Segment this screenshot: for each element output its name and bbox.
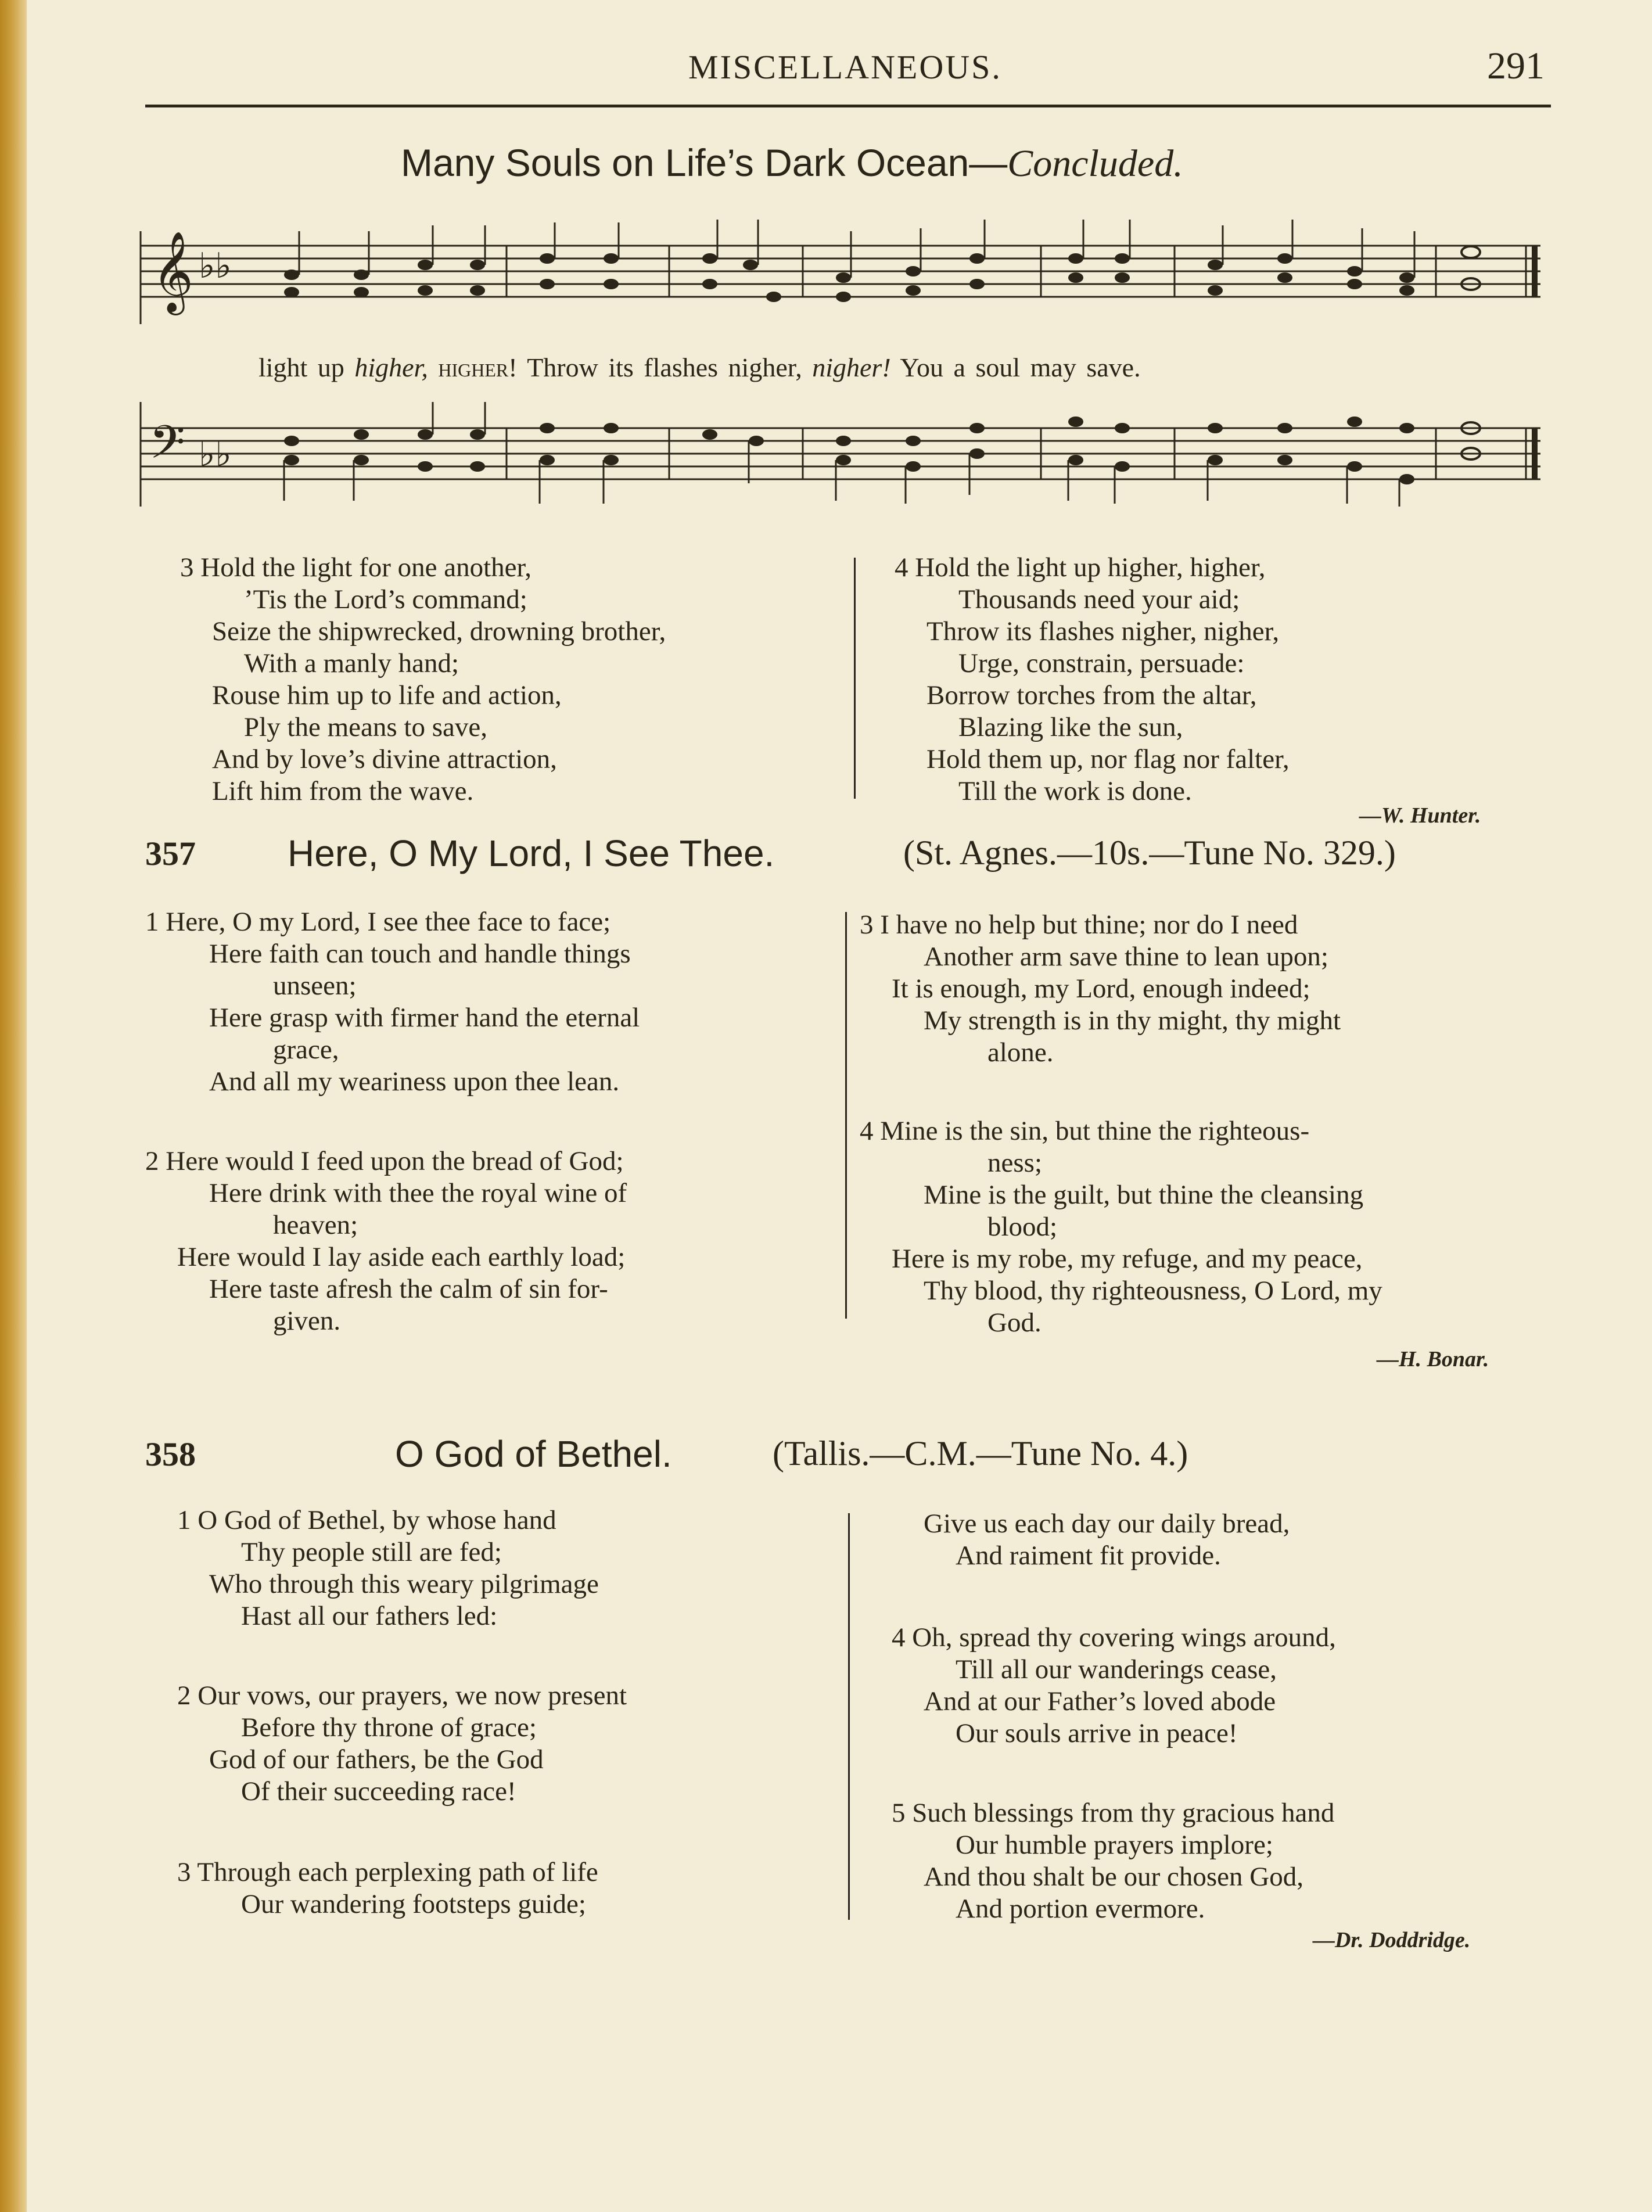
lyric-part-f: You a soul may save. bbox=[890, 353, 1141, 382]
verse-line: Urge, constrain, persuade: bbox=[958, 648, 1245, 678]
verse-line: Of their succeeding race! bbox=[241, 1776, 516, 1807]
verse-line: Throw its flashes nigher, nigher, bbox=[926, 616, 1280, 647]
verse-line: Borrow torches from the altar, bbox=[926, 680, 1257, 710]
treble-staff-notation bbox=[135, 220, 1552, 324]
verse-line: Thousands need your aid; bbox=[958, 584, 1240, 615]
treble-staff bbox=[135, 220, 1552, 324]
verse-line: And thou shalt be our chosen God, bbox=[924, 1862, 1303, 1892]
verse-number: 1 bbox=[177, 1505, 191, 1535]
verse-line bbox=[177, 1857, 598, 1888]
hymn-358-verse-5 bbox=[892, 1797, 1334, 1925]
verse-text: Through each perplexing path of life bbox=[197, 1857, 598, 1887]
verse-line: Ply the means to save, bbox=[244, 712, 488, 742]
hymn-358-attribution: —Dr. Doddridge. bbox=[1313, 1928, 1471, 1952]
hymn-357-number: 357 bbox=[145, 835, 196, 872]
verse-line bbox=[892, 1622, 1336, 1654]
running-head: MISCELLANEOUS. bbox=[688, 48, 1002, 86]
verse-number: 4 bbox=[860, 1116, 874, 1146]
column-divider bbox=[854, 558, 856, 799]
verse-line: Seize the shipwrecked, drowning brother, bbox=[212, 616, 666, 647]
verse-line: Till the work is done. bbox=[958, 776, 1192, 806]
verse-line bbox=[860, 1115, 1382, 1147]
verse-number: 3 bbox=[860, 910, 874, 940]
verse-number: 1 bbox=[145, 907, 159, 937]
hymn-358-verse-4 bbox=[892, 1622, 1336, 1750]
svg-text:𝄞: 𝄞 bbox=[152, 231, 193, 312]
verse-line: My strength is in thy might, thy might bbox=[924, 1006, 1341, 1036]
hymn-357-title: Here, O My Lord, I See Thee. bbox=[288, 832, 775, 874]
hymn-356-verse-3 bbox=[180, 552, 666, 807]
svg-text:♭♭: ♭♭ bbox=[199, 246, 232, 286]
hymn-357-verse-4 bbox=[860, 1115, 1382, 1339]
verse-number: 4 bbox=[895, 552, 908, 583]
verse-text: Such blessings from thy gracious hand bbox=[912, 1798, 1335, 1828]
hymn-356-lyric-line bbox=[258, 352, 1141, 383]
verse-line: Before thy throne of grace; bbox=[241, 1712, 537, 1743]
verse-text: Oh, spread thy covering wings around, bbox=[912, 1622, 1336, 1653]
verse-number: 2 bbox=[145, 1146, 159, 1176]
hymn-356-title bbox=[401, 141, 1183, 186]
verse-text: Here, O my Lord, I see thee face to face; bbox=[166, 907, 611, 937]
verse-number: 2 bbox=[177, 1680, 191, 1711]
verse-line bbox=[180, 552, 666, 584]
svg-text:𝄢: 𝄢 bbox=[149, 415, 185, 480]
verse-line bbox=[145, 1146, 627, 1177]
verse-line: ’Tis the Lord’s command; bbox=[244, 584, 527, 615]
verse-text: Mine is the sin, but thine the righteous- bbox=[880, 1116, 1310, 1146]
verse-line: And at our Father’s loved abode bbox=[924, 1686, 1276, 1717]
verse-line: unseen; bbox=[273, 971, 357, 1001]
verse-line: blood; bbox=[987, 1212, 1058, 1242]
verse-line: Lift him from the wave. bbox=[212, 776, 474, 806]
verse-text: Hold the light up higher, higher, bbox=[915, 552, 1266, 583]
svg-text:♭♭: ♭♭ bbox=[199, 434, 232, 475]
verse-line: And all my weariness upon thee lean. bbox=[209, 1066, 620, 1097]
verse-line: Mine is the guilt, but thine the cleansing bbox=[924, 1180, 1364, 1210]
hymn-357-verse-2 bbox=[145, 1146, 627, 1337]
verse-line: Hold them up, nor flag nor falter, bbox=[926, 744, 1290, 774]
verse-line bbox=[177, 1680, 627, 1712]
verse-line: Here taste afresh the calm of sin for- bbox=[209, 1274, 608, 1304]
verse-line bbox=[895, 552, 1290, 584]
hymn-356-attribution: —W. Hunter. bbox=[1359, 803, 1481, 828]
bass-staff-notation bbox=[135, 402, 1552, 507]
verse-text: O God of Bethel, by whose hand bbox=[197, 1505, 556, 1535]
hymn-358-verse-1 bbox=[177, 1504, 599, 1632]
verse-line: Here drink with thee the royal wine of bbox=[209, 1178, 627, 1208]
verse-line: And raiment fit provide. bbox=[956, 1541, 1221, 1571]
page-number: 291 bbox=[1487, 45, 1545, 87]
verse-line: Another arm save thine to lean upon; bbox=[924, 942, 1328, 972]
column-divider bbox=[845, 912, 847, 1319]
hymn-358-verse-2 bbox=[177, 1680, 627, 1808]
hymn-358-verse-3 bbox=[177, 1857, 598, 1920]
verse-line: alone. bbox=[987, 1037, 1054, 1068]
verse-line: Till all our wanderings cease, bbox=[956, 1654, 1277, 1685]
verse-number: 5 bbox=[892, 1798, 906, 1828]
lyric-part-e: nigher! bbox=[812, 353, 891, 382]
verse-number: 3 bbox=[177, 1857, 191, 1887]
lyric-part-b: higher, bbox=[354, 353, 439, 382]
hymn-358-tune: (Tallis.—C.M.—Tune No. 4.) bbox=[773, 1434, 1188, 1473]
verse-line: Blazing like the sun, bbox=[958, 712, 1183, 742]
verse-line: ness; bbox=[987, 1148, 1042, 1178]
hymn-357-verse-3 bbox=[860, 909, 1341, 1069]
hymn-356-title-italic: Concluded. bbox=[1007, 142, 1183, 185]
verse-line bbox=[177, 1504, 599, 1536]
verse-line: Thy people still are fed; bbox=[241, 1537, 502, 1567]
verse-line bbox=[860, 909, 1341, 941]
verse-line: Thy blood, thy righteousness, O Lord, my bbox=[924, 1276, 1382, 1306]
hymn-358-number: 358 bbox=[145, 1435, 196, 1473]
verse-text: Our vows, our prayers, we now present bbox=[197, 1680, 627, 1711]
verse-line: heaven; bbox=[273, 1210, 358, 1240]
verse-line: Rouse him up to life and action, bbox=[212, 680, 562, 710]
hymn-358-title: O God of Bethel. bbox=[395, 1433, 672, 1475]
hymn-357-attribution: —H. Bonar. bbox=[1377, 1347, 1489, 1371]
verse-line: Give us each day our daily bread, bbox=[924, 1509, 1290, 1539]
hymn-357-verse-1 bbox=[145, 906, 640, 1098]
verse-line: given. bbox=[273, 1306, 341, 1336]
column-divider bbox=[848, 1513, 850, 1920]
verse-text: I have no help but thine; nor do I need bbox=[880, 910, 1298, 940]
lyric-part-a: light up bbox=[258, 353, 355, 382]
verse-line: Who through this weary pilgrimage bbox=[209, 1569, 599, 1599]
verse-line bbox=[145, 906, 640, 938]
verse-line: grace, bbox=[273, 1035, 339, 1065]
verse-line: And by love’s divine attraction, bbox=[212, 744, 557, 774]
verse-line: Here grasp with firmer hand the eternal bbox=[209, 1003, 640, 1033]
bass-staff bbox=[135, 402, 1552, 507]
hymn-356-verse-4 bbox=[895, 552, 1290, 807]
lyric-part-c: higher bbox=[438, 353, 509, 382]
hymn-358-verse-3-continued bbox=[892, 1508, 1290, 1572]
lyric-part-d: ! Throw its flashes nigher, bbox=[508, 353, 813, 382]
header-rule bbox=[145, 105, 1551, 107]
verse-line: It is enough, my Lord, enough indeed; bbox=[892, 974, 1310, 1004]
verse-line: Our wandering footsteps guide; bbox=[241, 1889, 586, 1919]
verse-text: Hold the light for one another, bbox=[200, 552, 532, 583]
verse-line: God. bbox=[987, 1308, 1042, 1338]
verse-line: With a manly hand; bbox=[244, 648, 459, 678]
verse-line: And portion evermore. bbox=[956, 1894, 1205, 1924]
hymn-356-title-main: Many Souls on Life’s Dark Ocean— bbox=[401, 141, 1008, 184]
verse-line: Here would I lay aside each earthly load; bbox=[177, 1242, 626, 1272]
verse-line: God of our fathers, be the God bbox=[209, 1744, 544, 1775]
verse-number: 3 bbox=[180, 552, 194, 583]
verse-line: Our souls arrive in peace! bbox=[956, 1718, 1238, 1748]
verse-line: Here faith can touch and handle things bbox=[209, 939, 631, 969]
verse-text: Here would I feed upon the bread of God; bbox=[166, 1146, 624, 1176]
verse-line: Here is my robe, my refuge, and my peace, bbox=[892, 1244, 1363, 1274]
verse-number: 4 bbox=[892, 1622, 906, 1653]
hymn-357-tune: (St. Agnes.—10s.—Tune No. 329.) bbox=[903, 834, 1396, 872]
verse-line: Hast all our fathers led: bbox=[241, 1601, 498, 1631]
verse-line: Our humble prayers implore; bbox=[956, 1830, 1273, 1860]
verse-line bbox=[892, 1797, 1334, 1829]
